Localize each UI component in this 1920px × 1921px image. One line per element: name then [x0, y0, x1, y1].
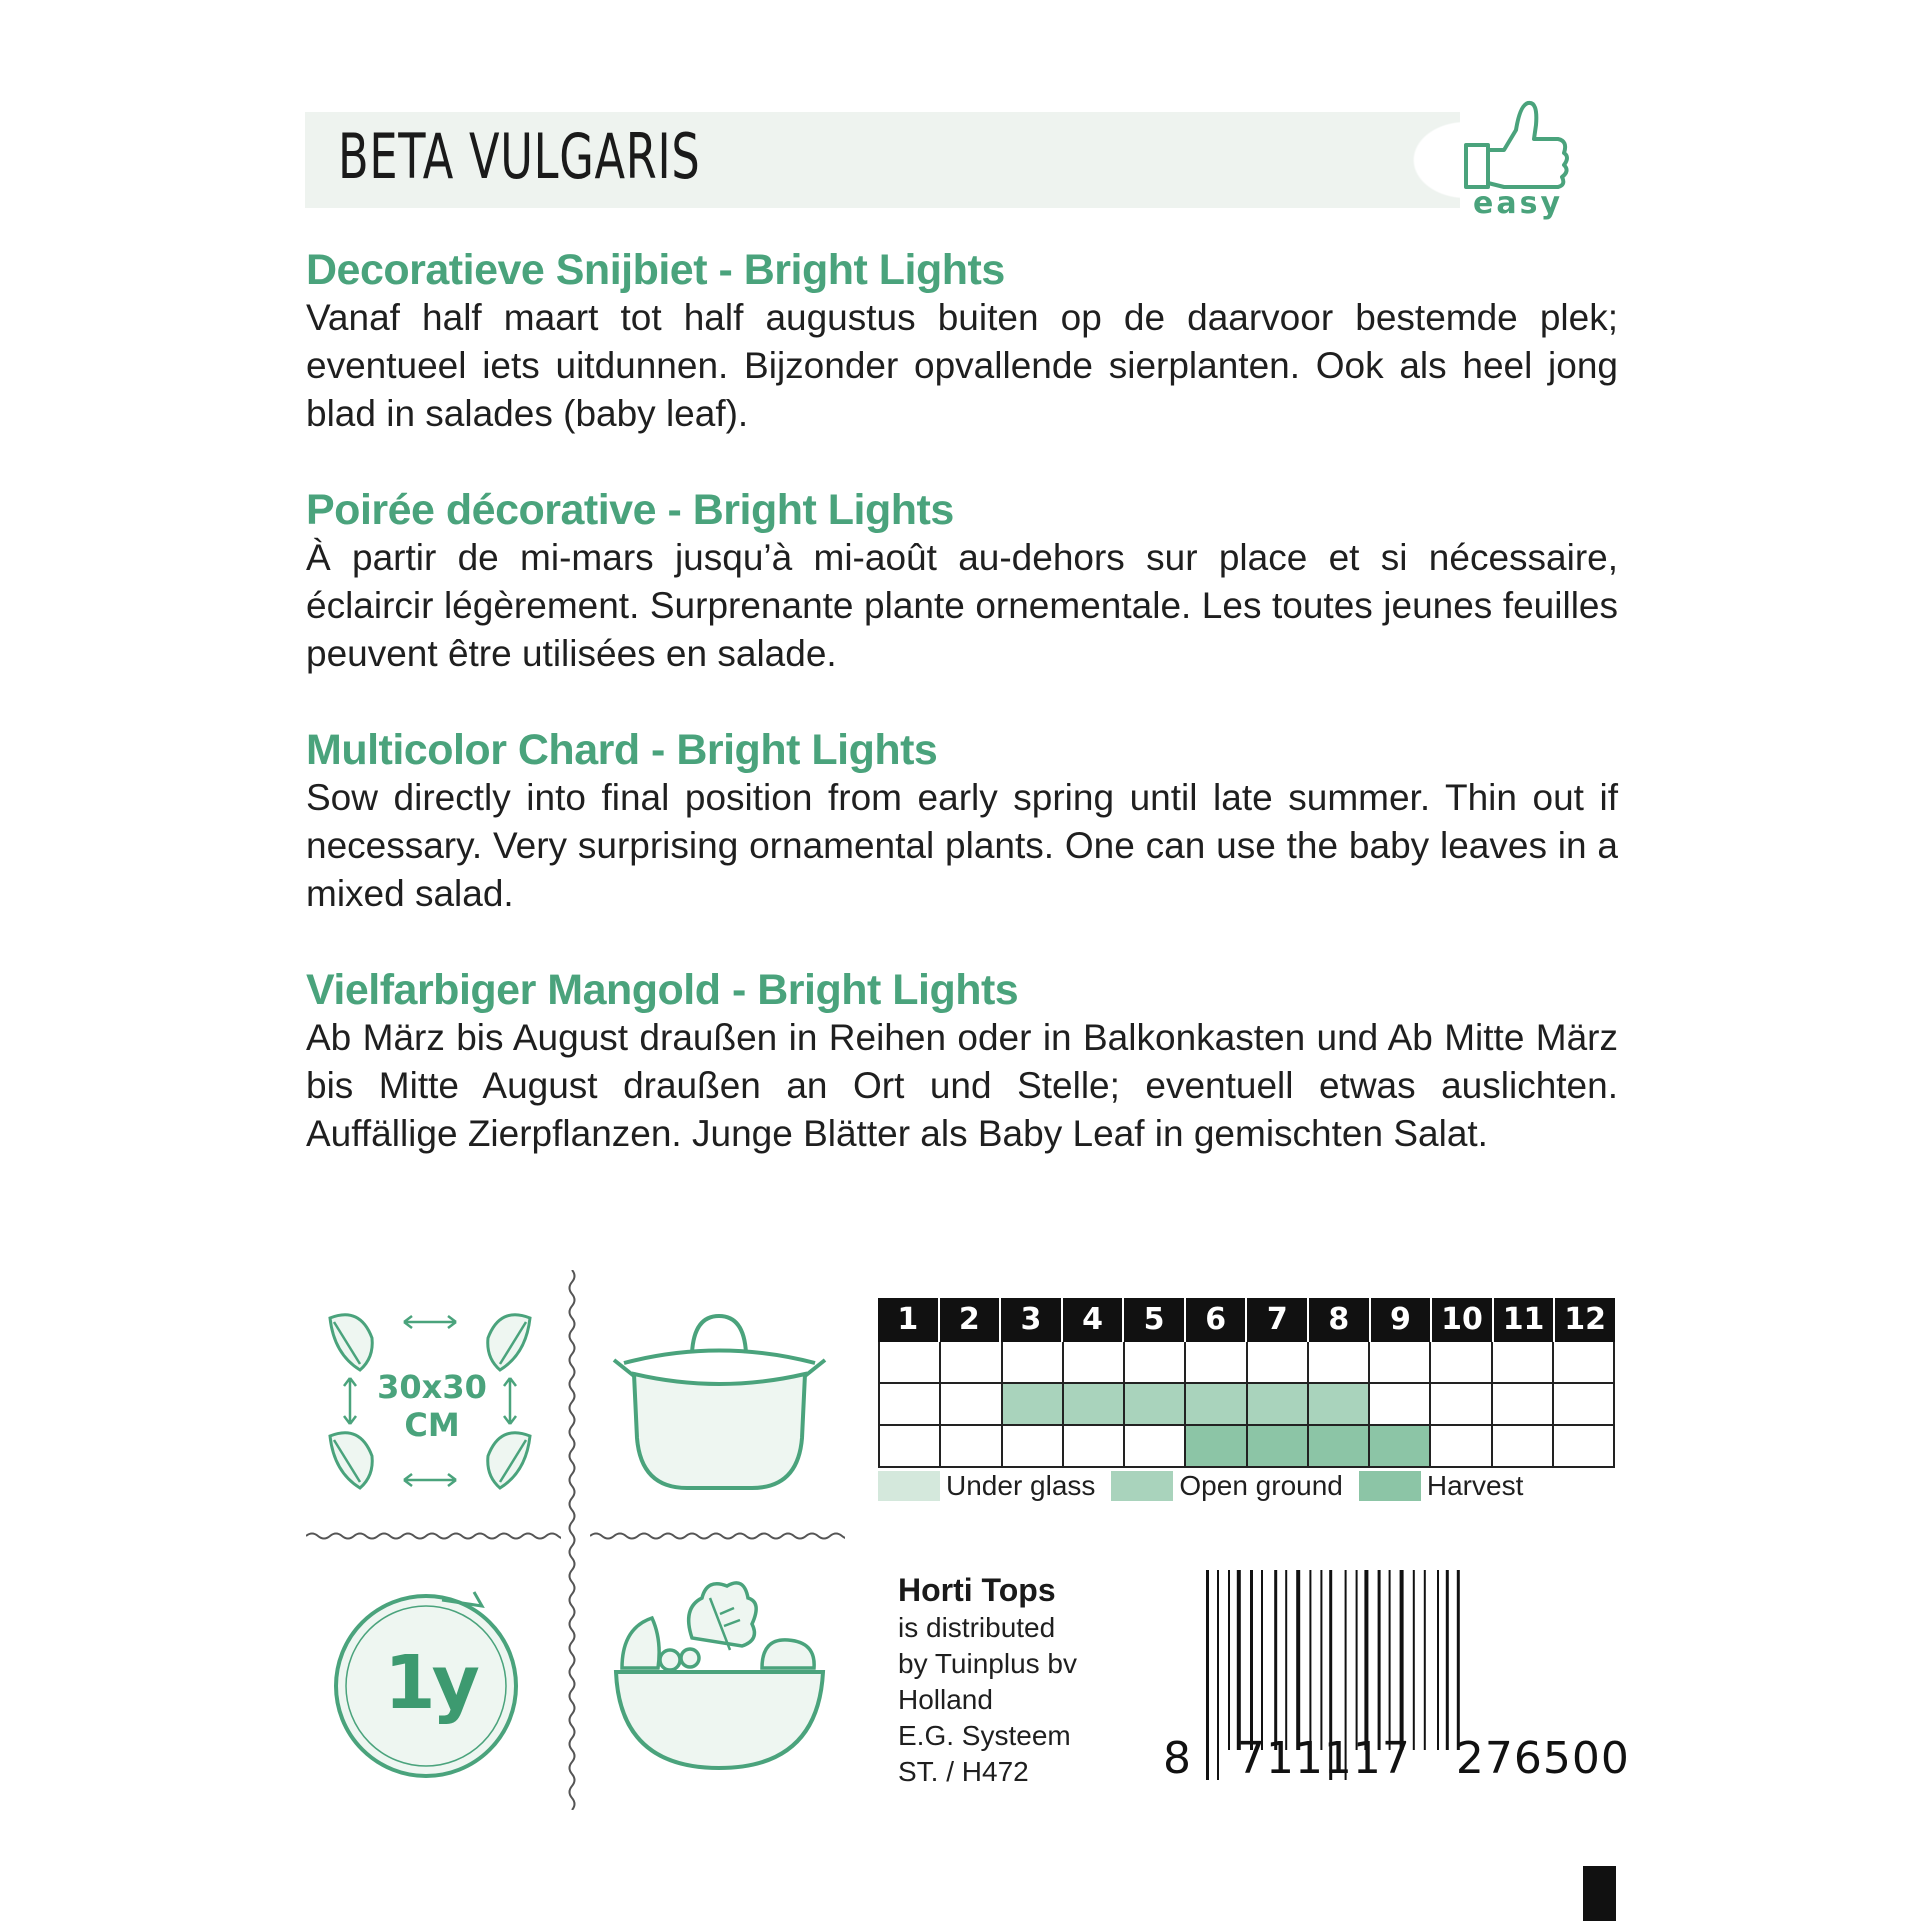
barcode-bar [1364, 1570, 1368, 1750]
legend-label: Under glass [946, 1470, 1096, 1501]
section-title: Multicolor Chard - Bright Lights [306, 726, 938, 774]
calendar-cell [1493, 1426, 1554, 1466]
calendar-cell [941, 1384, 1002, 1424]
calendar-row-open-ground [878, 1384, 1615, 1426]
barcode-bar [1228, 1570, 1230, 1750]
spacing-size: 30x30 [377, 1368, 487, 1406]
calendar-cell [1064, 1426, 1125, 1466]
calendar-cell [1493, 1384, 1554, 1424]
calendar-month: 9 [1371, 1298, 1433, 1342]
legend-open-ground [1111, 1470, 1342, 1502]
barcode-bar [1437, 1570, 1439, 1750]
calendar-cell [1431, 1384, 1492, 1424]
barcode-bar [1446, 1570, 1449, 1750]
easy-label: easy [1473, 186, 1564, 221]
calendar-month: 10 [1432, 1298, 1494, 1342]
calendar-cell [941, 1426, 1002, 1466]
spacing-label [372, 1368, 492, 1444]
cooking-pot-icon [612, 1308, 827, 1498]
barcode-digits: 8 711117 276500 [1163, 1733, 1630, 1784]
legend-label: Harvest [1426, 1470, 1524, 1501]
legend-under-glass [878, 1470, 1095, 1502]
barcode-bar [1285, 1570, 1287, 1750]
calendar-cell [1431, 1342, 1492, 1382]
calendar-cell [1431, 1426, 1492, 1466]
calendar-cell [880, 1384, 941, 1424]
calendar-row-harvest [878, 1426, 1615, 1468]
print-corner-mark [1583, 1866, 1616, 1921]
calendar-month: 1 [878, 1298, 940, 1342]
barcode-bar [1378, 1570, 1381, 1750]
calendar-cell [1248, 1342, 1309, 1382]
wavy-divider-vertical [566, 1270, 578, 1810]
distributor-line: E.G. Systeem [898, 1720, 1071, 1751]
distributor-line: is distributed [898, 1612, 1056, 1643]
barcode-bar [1296, 1570, 1300, 1750]
calendar-cell [1186, 1384, 1247, 1424]
calendar-cell [1493, 1342, 1554, 1382]
barcode-bar [1389, 1570, 1391, 1750]
calendar-cell [1554, 1426, 1615, 1466]
lifecycle-label: 1y [384, 1640, 476, 1726]
latin-name: BETA VULGARIS [338, 120, 701, 193]
calendar-cell [1003, 1426, 1064, 1466]
calendar-row-under-glass [878, 1342, 1615, 1384]
calendar-months [878, 1298, 1615, 1342]
barcode-bar [1309, 1570, 1311, 1750]
calendar-cell [1186, 1426, 1247, 1466]
section-dutch [306, 246, 1618, 438]
calendar-cell [1309, 1342, 1370, 1382]
calendar-cell [1125, 1342, 1186, 1382]
spacing-unit: CM [404, 1406, 460, 1444]
calendar-month: 3 [1001, 1298, 1063, 1342]
brand-name: Horti Tops [898, 1572, 1056, 1608]
calendar-cell [1064, 1384, 1125, 1424]
wavy-divider-horizontal-left [306, 1530, 561, 1542]
section-english [306, 726, 1618, 918]
calendar-cell [941, 1342, 1002, 1382]
legend-harvest [1359, 1470, 1523, 1502]
calendar-month: 6 [1186, 1298, 1248, 1342]
calendar-cell [1248, 1426, 1309, 1466]
calendar-cell [1186, 1342, 1247, 1382]
leaf-icon [330, 1315, 372, 1370]
section-body: Vanaf half maart tot half augustus buiten op de daarvoor bestemde plek; eventueel iets uitdunnen. Bijzonder opvallende sierplanten. Ook als heel jong blad in salades (baby leaf). [306, 297, 1618, 434]
barcode-bar [1261, 1570, 1263, 1750]
barcode-bar [1250, 1570, 1253, 1750]
calendar-cell [1125, 1384, 1186, 1424]
distributor-line: by Tuinplus bv [898, 1648, 1077, 1679]
legend-swatch [1359, 1471, 1421, 1501]
calendar-grid [878, 1342, 1615, 1468]
calendar-cell [1003, 1384, 1064, 1424]
legend-swatch [1111, 1471, 1173, 1501]
calendar-cell [1370, 1384, 1431, 1424]
calendar-month: 12 [1555, 1298, 1615, 1342]
calendar-cell [1125, 1426, 1186, 1466]
leaf-icon [330, 1433, 372, 1488]
barcode-bar [1424, 1570, 1426, 1750]
calendar-cell [1370, 1426, 1431, 1466]
salad-bowl-icon [612, 1568, 827, 1773]
section-body: Sow directly into final position from early spring until late summer. Thin out if necessary. Very surprising ornamental plants. One can use the baby leaves in a mixed salad. [306, 777, 1618, 914]
section-title: Decoratieve Snijbiet - Bright Lights [306, 246, 1005, 294]
barcode-bar [1356, 1570, 1358, 1750]
calendar-month: 11 [1494, 1298, 1556, 1342]
title-band-curl [1400, 112, 1460, 208]
calendar-cell [1370, 1342, 1431, 1382]
barcode-bar [1457, 1570, 1460, 1750]
barcode-bar [1413, 1570, 1415, 1750]
leaf-icon [488, 1315, 530, 1370]
legend-label: Open ground [1179, 1470, 1343, 1501]
section-title: Vielfarbiger Mangold - Bright Lights [306, 966, 1019, 1014]
section-french [306, 486, 1618, 678]
calendar-month: 5 [1124, 1298, 1186, 1342]
leaf-icon [488, 1433, 530, 1488]
calendar-cell [1064, 1342, 1125, 1382]
section-body: À partir de mi-mars jusqu’à mi-août au-dehors sur place et si nécessaire, éclaircir légèrement. Surprenante plante ornementale. Les toutes jeunes feuilles peuvent être utilisées en salade. [306, 537, 1618, 674]
calendar-cell [1554, 1342, 1615, 1382]
distributor-line: Holland [898, 1684, 993, 1715]
section-body: Ab März bis August draußen in Reihen oder in Balkonkasten und Ab Mitte März bis Mitte August draußen an Ort und Stelle; eventuell etwas auslichten. Auffällige Zierpflanzen. Junge Blätter als Baby Leaf in gemischten Salat. [306, 1017, 1618, 1154]
calendar-month: 4 [1063, 1298, 1125, 1342]
calendar-cell [1003, 1342, 1064, 1382]
calendar-month: 7 [1247, 1298, 1309, 1342]
calendar-cell [880, 1426, 941, 1466]
section-title: Poirée décorative - Bright Lights [306, 486, 954, 534]
calendar-month: 2 [940, 1298, 1002, 1342]
calendar-cell [1248, 1384, 1309, 1424]
sowing-calendar [878, 1298, 1615, 1468]
barcode-bar [1400, 1570, 1404, 1750]
calendar-month: 8 [1309, 1298, 1371, 1342]
calendar-cell [880, 1342, 941, 1382]
distributor-line: ST. / H472 [898, 1756, 1029, 1787]
calendar-legend [878, 1470, 1539, 1502]
distributor-info [898, 1570, 1077, 1790]
section-german [306, 966, 1618, 1158]
calendar-cell [1309, 1426, 1370, 1466]
legend-swatch [878, 1471, 940, 1501]
barcode-bar [1320, 1570, 1322, 1750]
barcode-bar [1274, 1570, 1277, 1750]
barcode-bar [1237, 1570, 1241, 1750]
wavy-divider-horizontal-right [590, 1530, 845, 1542]
calendar-cell [1554, 1384, 1615, 1424]
calendar-cell [1309, 1384, 1370, 1424]
